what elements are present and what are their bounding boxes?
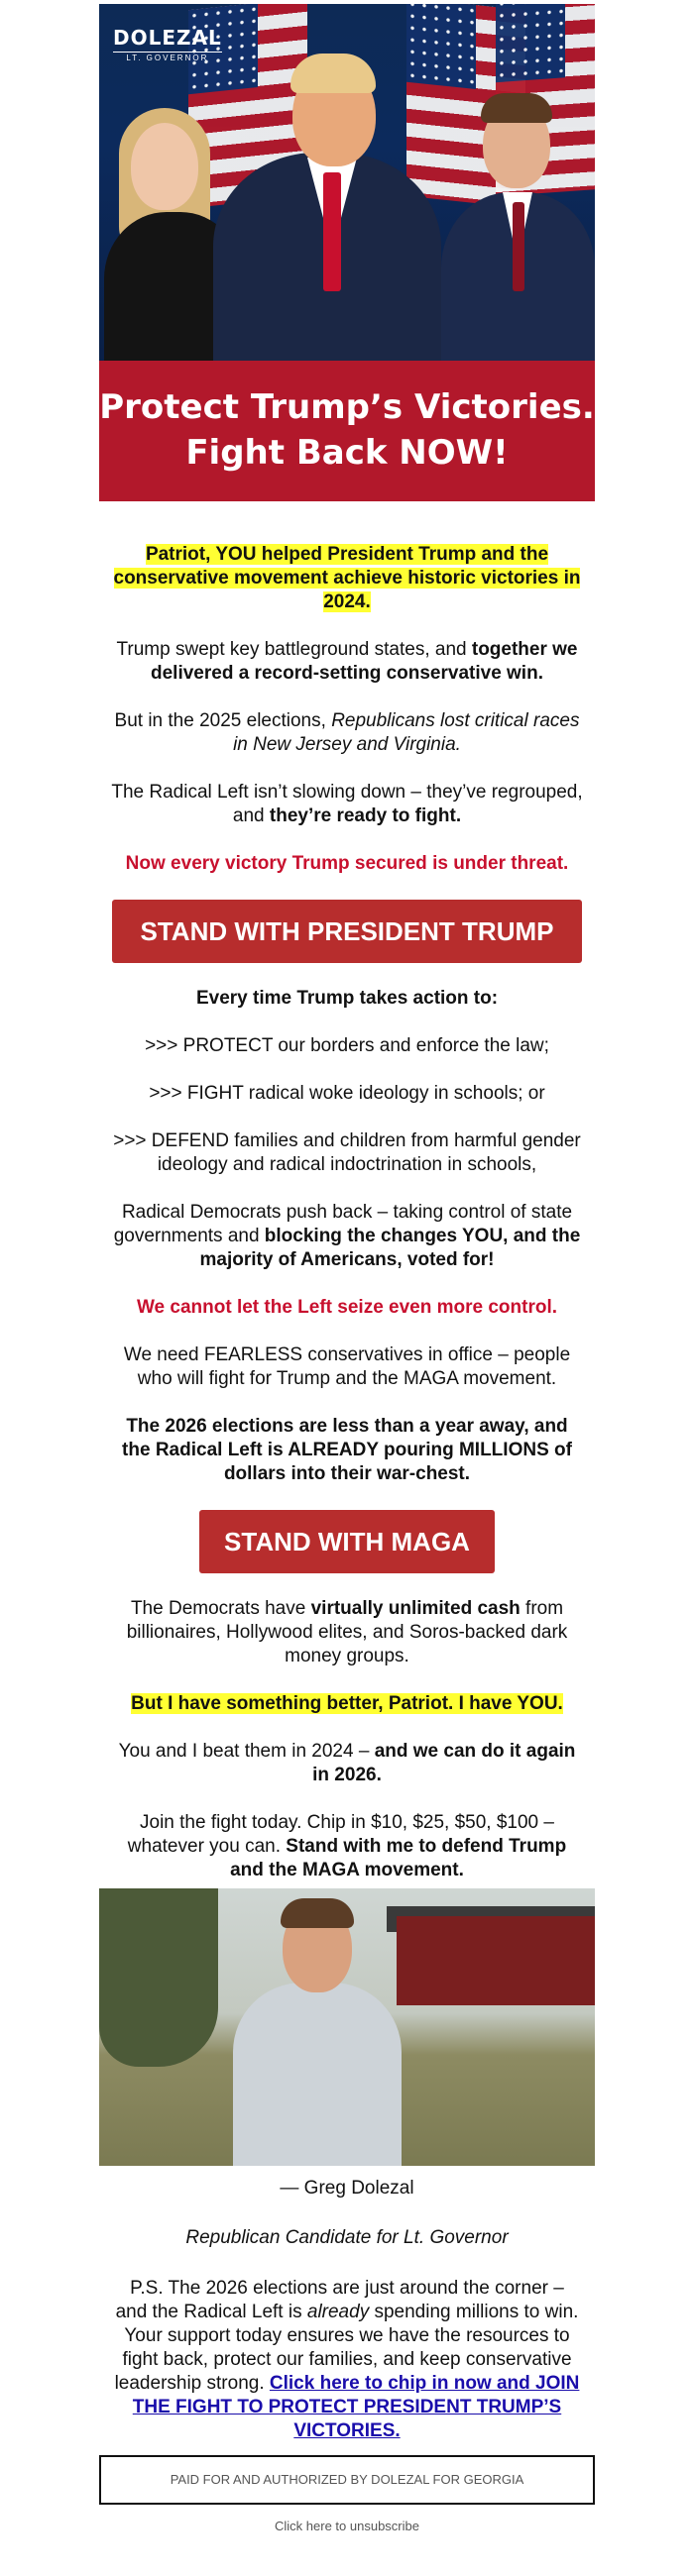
stand-with-maga-button[interactable]: STAND WITH MAGA [199,1510,495,1573]
paragraph: Join the fight today. Chip in $10, $25, $50, $100 – whatever you can. Stand with me to defend Trump and the MAGA movement. [127,1812,567,1880]
paragraph: Trump swept key battleground states, and together we delivered a record-setting conservative win. [116,639,578,684]
paragraph-heading: Every time Trump takes action to: [195,988,499,1009]
banner-line-1: Protect Trump’s Victories. [99,387,595,427]
paragraph-intro: Patriot, YOU helped President Trump and the conservative movement achieve historic victories in 2024. [113,544,581,612]
paragraph-warning: Now every victory Trump secured is under threat. [125,853,569,874]
paragraph: >>> DEFEND families and children from harmful gender ideology and radical indoctrination in schools, [113,1130,581,1175]
paragraph: >>> PROTECT our borders and enforce the law; [145,1035,549,1056]
paragraph: >>> FIGHT radical woke ideology in schools; or [149,1083,545,1104]
signature-name: — Greg Dolezal [280,2178,414,2199]
paragraph: The Radical Left isn’t slowing down – they’ve regrouped, and they’re ready to fight. [111,782,583,826]
person-center-image [213,34,441,361]
paid-for-disclaimer: PAID FOR AND AUTHORIZED BY DOLEZAL FOR GEORGIA [99,2455,595,2505]
hero-photo [99,4,595,361]
email-body [99,543,595,1882]
stand-with-trump-button[interactable]: STAND WITH PRESIDENT TRUMP [112,900,582,963]
paragraph: We need FEARLESS conservatives in office – people who will fight for Trump and the MAGA movement. [123,1344,571,1389]
email-container [99,4,595,2533]
paragraph: The 2026 elections are less than a year away, and the Radical Left is ALREADY pouring MILLIONS of dollars into their war-chest. [122,1416,572,1484]
campaign-logo [113,26,222,62]
paragraph-warning: We cannot let the Left seize even more control. [136,1297,558,1318]
person-right-image [441,54,595,361]
unsubscribe-link[interactable]: Click here to unsubscribe [275,2519,419,2533]
postscript: P.S. The 2026 elections are just around the corner – and the Radical Left is already spending millions to win. Your support today ensures we have the resources to fight back, protect our families, and keep conservative leadership strong. Click here to chip in now and JOIN THE FIGHT TO PROTECT PRESIDENT TRUMP’S VICTORIES. [114,2278,580,2441]
logo-name: DOLEZAL [113,26,222,50]
chip-in-link[interactable]: Click here to chip in now and JOIN THE FIGHT TO PROTECT PRESIDENT TRUMP’S VICTORIES. [132,2373,580,2441]
candidate-photo [99,1888,595,2166]
paragraph: The Democrats have virtually unlimited cash from billionaires, Hollywood elites, and Soros-backed dark money groups. [126,1598,568,1666]
logo-subtitle: LT. GOVERNOR [113,52,222,62]
paragraph-highlight: But I have something better, Patriot. I have YOU. [131,1693,563,1714]
banner-line-2: Fight Back NOW! [185,433,509,473]
paragraph: You and I beat them in 2024 – and we can do it again in 2026. [118,1741,576,1785]
paragraph: Radical Democrats push back – taking control of state governments and blocking the changes YOU, and the majority of Americans, voted for! [113,1202,581,1270]
paragraph: But in the 2025 elections, Republicans lost critical races in New Jersey and Virginia. [114,710,580,755]
signature-title: Republican Candidate for Lt. Governor [185,2227,509,2248]
hero-banner [99,361,595,501]
